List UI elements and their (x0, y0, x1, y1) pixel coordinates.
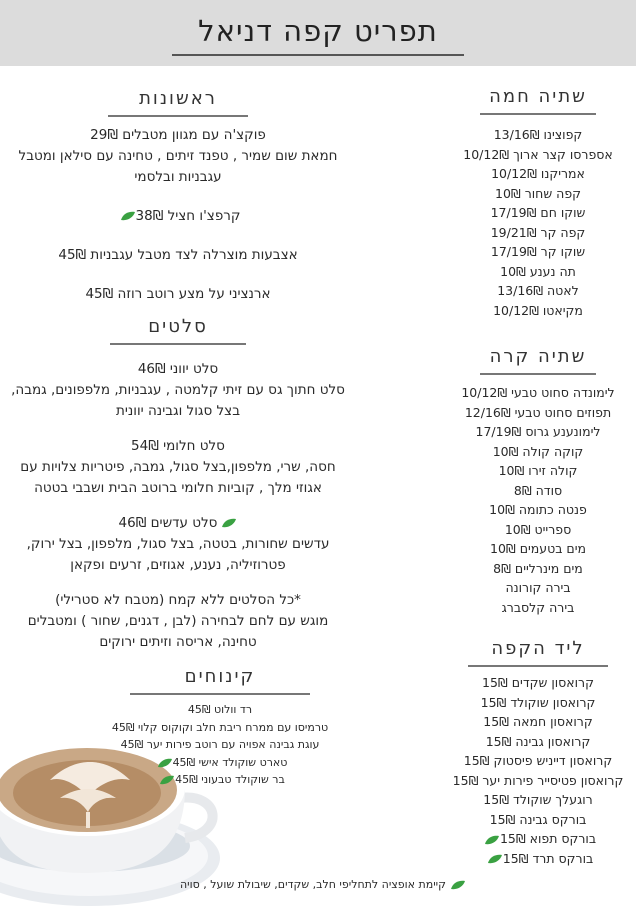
salads-note: *כל הסלטים ללא קמח (מטבח לא סטרילי) (55, 592, 301, 608)
hot-drinks-list (440, 125, 636, 320)
menu-item (80, 719, 360, 737)
menu-item-label: בירה קורונה (505, 580, 571, 595)
menu-item (440, 810, 636, 830)
item-description: עדשים שחורות, בטטה, בצל סגול, מלפפון, בצל ירוק, (26, 536, 330, 552)
menu-item-label: עוגת גבינה אפויה עם רוטב פירות יער 45₪ (120, 738, 320, 751)
menu-item-label: סודה 8₪ (513, 482, 563, 498)
menu-item-label: קפה קר 19/21₪ (490, 224, 586, 240)
menu-item-vegan (0, 206, 356, 227)
leaf-icon (484, 835, 500, 845)
menu-item-label: מקיאטו 10/12₪ (493, 302, 583, 318)
menu-item (440, 301, 636, 321)
page-title: תפריט קפה דניאל (198, 14, 438, 48)
item-description: אגוזי מלך , קוביות חלומי ברוטב הבית ושבבי בטטה (34, 480, 322, 496)
menu-item (440, 693, 636, 713)
hot-drinks-section (440, 86, 636, 320)
menu-item (80, 701, 360, 719)
leaf-icon (221, 518, 237, 528)
menu-item (440, 281, 636, 301)
footer-note (180, 878, 466, 891)
menu-item (440, 500, 636, 520)
divider (108, 115, 248, 117)
menu-item (440, 829, 636, 849)
menu-item-label: קרואסון פטיסייר פירות יער 15₪ (452, 772, 624, 788)
menu-item: פוקצ'ה עם מגוון מטבלים 29₪ (90, 127, 266, 143)
menu-item (440, 539, 636, 559)
with-coffee-list (440, 673, 636, 868)
menu-item (440, 673, 636, 693)
menu-item (440, 403, 636, 423)
menu-item (440, 712, 636, 732)
menu-item (440, 849, 636, 869)
menu-item-label: אספרסו קצר ארוך 10/12₪ (463, 146, 613, 162)
menu-item-label: קפוצינו 13/16₪ (493, 127, 583, 142)
leaf-icon (450, 880, 466, 890)
starters-section (0, 88, 356, 305)
menu-item (440, 184, 636, 204)
menu-item (440, 145, 636, 165)
divider (130, 693, 310, 695)
leaf-icon (120, 211, 136, 221)
divider (480, 113, 596, 115)
menu-item (80, 736, 360, 754)
menu-item: אצבעות מוצרלה לצד מטבל עגבניות 45₪ (58, 247, 298, 263)
cold-drinks-list (440, 383, 636, 617)
desserts-section (80, 666, 360, 789)
menu-item (440, 223, 636, 243)
menu-item-label: רוגעלך שוקולד 15₪ (483, 792, 593, 807)
salads-section (0, 316, 356, 653)
leaf-icon (157, 758, 173, 768)
menu-item (440, 262, 636, 282)
menu-item (440, 125, 636, 145)
item-description: בצל סגול וגבינה יוונית (116, 403, 240, 419)
menu-item-label: מים מינרליים 8₪ (493, 560, 583, 576)
menu-item-label: ספרייט 10₪ (504, 521, 572, 537)
menu-item (440, 422, 636, 442)
menu-item-label: בר שוקולד טבעוני 45₪ (175, 773, 285, 786)
section-heading: ליד הקפה (491, 638, 585, 659)
menu-item-label: קרואסון שוקולד 15₪ (480, 694, 596, 710)
menu-item (440, 559, 636, 579)
menu-item-label: טרמיסו עם ממרח ריבת חלב וקוקוס קלוי 45₪ (111, 720, 329, 734)
menu-item: ארנציני על מצע רוטב רוזה 45₪ (85, 286, 271, 302)
menu-item (440, 771, 636, 791)
menu-item (440, 461, 636, 481)
menu-item (440, 242, 636, 262)
section-heading: שתיה חמה (489, 86, 587, 107)
item-description: סלט חתוך גס עם זיתי קלמטה , עגבניות, מלפפונים, גמבה, (11, 382, 345, 398)
menu-item-label: לימונדה סחוט טבעי 10/12₪ (461, 385, 615, 400)
menu-item (80, 771, 360, 789)
item-description: חמאת שום שמיר , טפנד זיתים , טחינה עם סילאן ומטבל (18, 148, 338, 164)
menu-item (440, 481, 636, 501)
menu-item-label: קפה שחור 10₪ (495, 185, 581, 201)
leaf-icon (487, 854, 503, 864)
menu-item-label: שוקו קר 17/19₪ (490, 244, 586, 259)
menu-item-label: שוקו חם 17/19₪ (490, 205, 586, 220)
menu-item-label: אמריקנו 10/12₪ (491, 166, 585, 181)
menu-item-label: רד וולוט 45₪ (187, 703, 253, 716)
menu-item-vegan (0, 513, 356, 534)
menu-item-label: קולה זירו 10₪ (498, 463, 578, 478)
menu-item (440, 383, 636, 403)
divider (110, 343, 246, 345)
menu-item-label: בורקס תפוא 15₪ (499, 831, 597, 846)
menu-item (440, 751, 636, 771)
menu-item (440, 598, 636, 618)
divider (480, 373, 596, 375)
menu-item (440, 520, 636, 540)
menu-item (440, 732, 636, 752)
menu-item-label: קרואסון דייניש פיסטוק 15₪ (463, 753, 613, 768)
item-description: עגבניות ובלסמי (134, 169, 222, 185)
section-heading: ראשונות (139, 88, 217, 109)
menu-item (440, 442, 636, 462)
menu-item-label: בורקס תרד 15₪ (502, 850, 594, 866)
menu-item-label: פנטה כתומה 10₪ (489, 502, 587, 517)
divider (468, 665, 608, 667)
leaf-icon (159, 775, 175, 785)
title-underline (172, 54, 464, 56)
salads-note: טחינה, אריסה וזיתים ירוקים (99, 634, 257, 650)
menu-item (440, 790, 636, 810)
footer-text: קיימת אופציה לתחליפי חלב, שקדים, שיבולת שועל , סויה (180, 878, 446, 891)
menu-item (80, 754, 360, 772)
with-coffee-section (440, 638, 636, 868)
menu-item (440, 578, 636, 598)
menu-item-label: קרואסון חמאה 15₪ (483, 714, 593, 729)
menu-item-label: בירה קלסברג (501, 599, 575, 615)
menu-item-label: טארט שוקולד אישי 45₪ (172, 755, 288, 769)
menu-item-label: קרואסון גבינה 15₪ (485, 733, 591, 749)
menu-item: סלט חלומי 54₪ (131, 438, 225, 454)
menu-item-label: קרפצ'ו חציל 38₪ (135, 208, 241, 224)
menu-item: סלט יווני 46₪ (137, 361, 219, 377)
menu-item-label: קרואסון שקדים 15₪ (482, 675, 594, 690)
menu-item (440, 164, 636, 184)
desserts-list (80, 701, 360, 789)
section-heading: שתיה קרה (489, 346, 587, 367)
menu-item-label: תה נענע 10₪ (500, 263, 576, 279)
section-heading: סלטים (148, 316, 208, 337)
menu-item-label: קוקה קולה 10₪ (492, 443, 584, 459)
item-description: חסה, שרי, מלפפון,בצל סגול, גמבה, פיטריות צלויות עם (20, 459, 336, 475)
menu-item (440, 203, 636, 223)
menu-item-label: תפוזים סחוט טבעי 12/16₪ (464, 404, 612, 420)
menu-item-label: לאטה 13/16₪ (497, 283, 579, 298)
item-description: פטרוזיליה, נענע, אגוזים, זרעים ופקאן (70, 557, 286, 573)
menu-item-label: סלט עדשים 46₪ (118, 515, 218, 531)
salads-note: מוגש עם לחם לבחירה (לבן , דגנים, שחור ) ומטבלים (27, 613, 329, 629)
menu-item-label: בורקס גבינה 15₪ (489, 811, 587, 827)
section-heading: קינוחים (184, 666, 256, 687)
menu-item-label: מים בטעמים 10₪ (490, 541, 586, 556)
cold-drinks-section (440, 346, 636, 617)
menu-item-label: לימונענע גרוס 17/19₪ (475, 424, 601, 439)
